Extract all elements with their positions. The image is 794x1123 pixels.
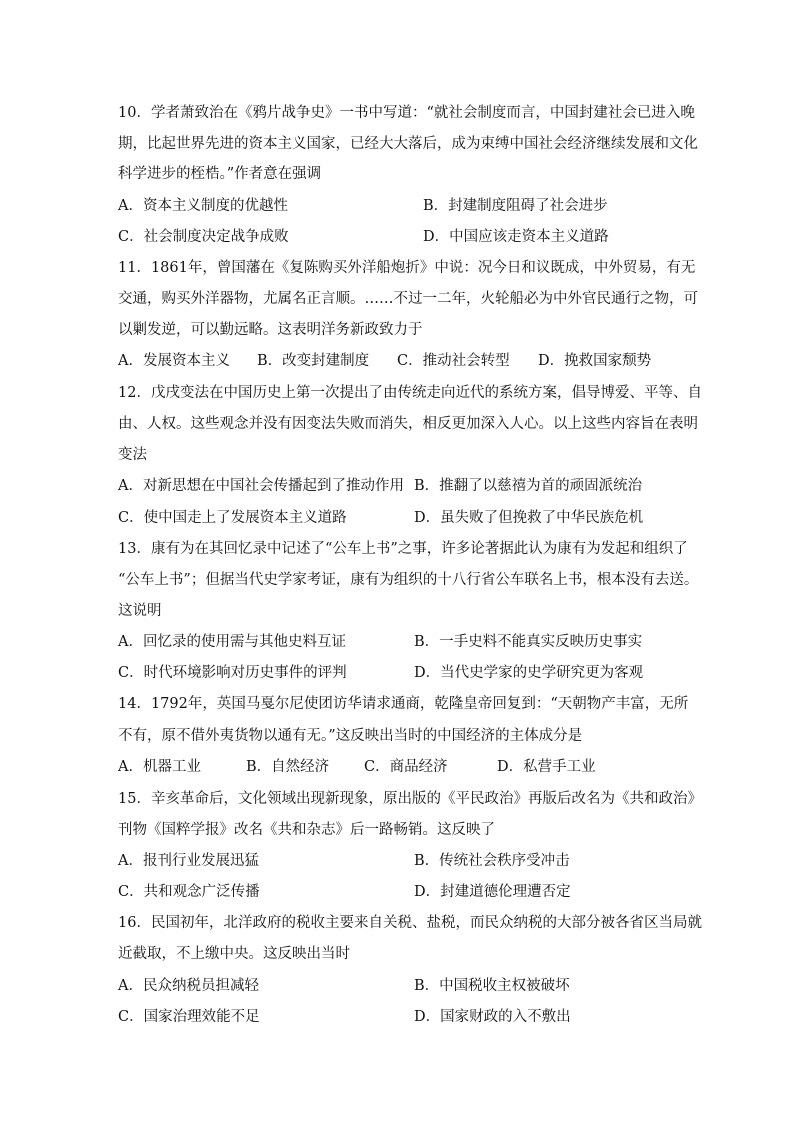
- q16-option-b: B．中国税收主权被破坏: [414, 978, 570, 994]
- q14-option-b: B．自然经济: [246, 759, 330, 775]
- q14-option-d: D．私营手工业: [497, 759, 596, 775]
- q14-option-a: A．机器工业: [118, 759, 201, 775]
- q13-stem-line-3: 这说明: [118, 603, 162, 619]
- q13-stem-line-1: 13．康有为在其回忆录中记述了“公车上书”之事，许多论著据此认为康有为发起和组织了: [118, 541, 688, 557]
- q11-stem-line-2: 交通，购买外洋器物，尤属名正言顺。……不过一二年，火轮船必为中外官民通行之物，可: [118, 291, 698, 307]
- q12-option-c: C．使中国走上了发展资本主义道路: [118, 510, 347, 526]
- q11-option-d: D．挽救国家颓势: [538, 353, 652, 369]
- q12-stem-line-3: 变法: [118, 447, 147, 463]
- q10-option-c: C．社会制度决定战争成败: [118, 229, 289, 245]
- q15-stem-line-1: 15．辛亥革命后，文化领域出现新现象，原出版的《平民政治》再版后改名为《共和政治》: [118, 791, 702, 807]
- q13-option-c: C．时代环境影响对历史事件的评判: [118, 665, 347, 681]
- q12-option-a: A．对新思想在中国社会传播起到了推动作用: [118, 478, 404, 494]
- q11-option-b: B．改变封建制度: [257, 353, 370, 369]
- q16-stem-line-2: 近截取，不上缴中央。这反映出当时: [118, 946, 350, 962]
- q11-option-c: C．推动社会转型: [397, 353, 510, 369]
- q10-stem-line-2: 期，比起世界先进的资本主义国家，已经大大落后，成为束缚中国社会经济继续发展和文化: [118, 136, 698, 152]
- q10-option-a: A．资本主义制度的优越性: [118, 198, 288, 214]
- q14-stem-line-1: 14．1792年，英国马戛尔尼使团访华请求通商，乾隆皇帝回复到：“天朝物产丰富，无所: [118, 696, 689, 712]
- q15-stem-line-2: 刊物《国粹学报》改名《共和杂志》后一路畅销。这反映了: [118, 822, 495, 838]
- q12-option-b: B．推翻了以慈禧为首的顽固派统治: [414, 478, 643, 494]
- q15-option-a: A．报刊行业发展迅猛: [118, 853, 259, 869]
- q15-option-c: C．共和观念广泛传播: [118, 884, 260, 900]
- q15-option-d: D．封建道德伦理遭否定: [414, 884, 571, 900]
- q10-option-d: D．中国应该走资本主义道路: [423, 229, 609, 245]
- q11-option-a: A．发展资本主义: [118, 353, 230, 369]
- q16-stem-line-1: 16．民国初年，北洋政府的税收主要来自关税、盐税，而民众纳税的大部分被各省区当局就: [118, 915, 702, 931]
- q14-stem-line-2: 不有，原不借外夷货物以通有无。”这反映出当时的中国经济的主体成分是: [118, 728, 583, 744]
- q11-stem-line-1: 11．1861年，曾国藩在《复陈购买外洋船炮折》中说：况今日和议既成，中外贸易，有无: [118, 260, 696, 276]
- q16-option-a: A．民众纳税员担减轻: [118, 978, 259, 994]
- q15-option-b: B．传统社会秩序受冲击: [414, 853, 570, 869]
- q13-option-a: A．回忆录的使用需与其他史料互证: [118, 634, 346, 650]
- q12-stem-line-2: 由、人权。这些观念并没有因变法失败而消失，相反更加深入人心。以上这些内容旨在表明: [118, 416, 698, 432]
- q16-option-d: D．国家财政的入不敷出: [414, 1009, 571, 1025]
- q10-stem-line-1: 10．学者萧致治在《鸦片战争史》一书中写道：“就社会制度而言，中国封建社会已进入晚: [118, 105, 695, 121]
- q16-option-c: C．国家治理效能不足: [118, 1009, 260, 1025]
- q12-option-d: D．虽失败了但挽救了中华民族危机: [414, 510, 644, 526]
- q10-option-b: B．封建制度阻碍了社会进步: [423, 198, 608, 214]
- q10-stem-line-3: 科学进步的桎梏。”作者意在强调: [118, 166, 322, 182]
- q13-stem-line-2: “公车上书”；但据当代史学家考证，康有为组织的十八行省公车联名上书，根本没有去送。: [118, 572, 699, 588]
- q13-option-b: B．一手史料不能真实反映历史事实: [414, 634, 643, 650]
- q11-stem-line-3: 以剿发逆，可以勤远略。这表明洋务新政致力于: [118, 322, 423, 338]
- q14-option-c: C．商品经济: [364, 759, 448, 775]
- q12-stem-line-1: 12．戊戌变法在中国历史上第一次提出了由传统走向近代的系统方案，倡导博爱、平等、自: [118, 385, 702, 401]
- q13-option-d: D．当代史学家的史学研究更为客观: [414, 665, 644, 681]
